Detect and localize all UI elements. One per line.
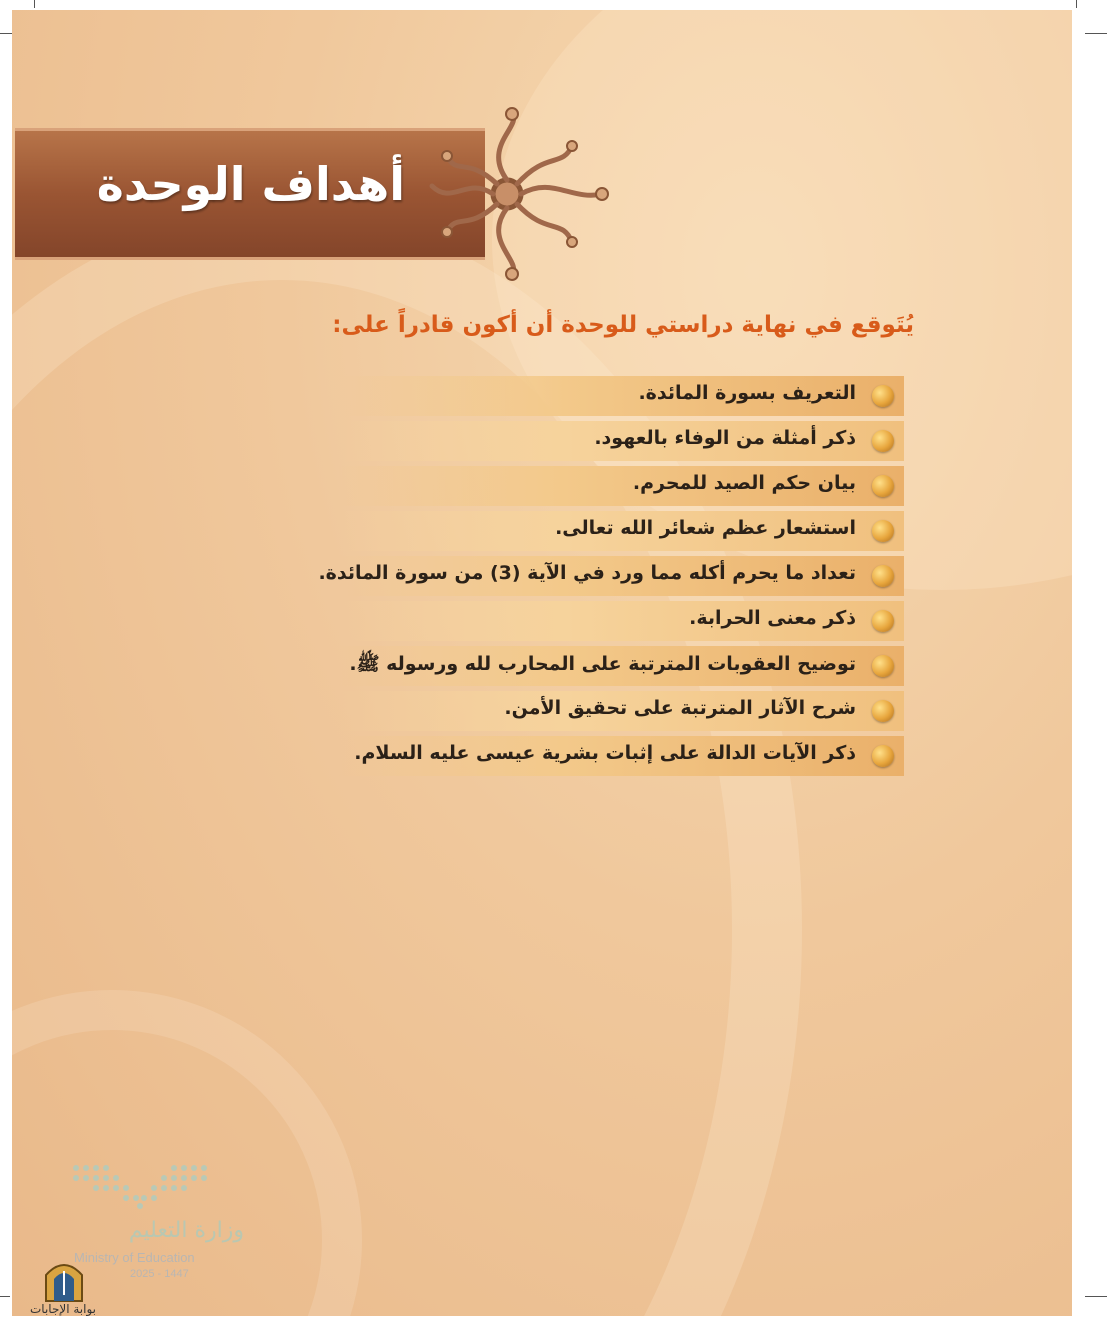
edition-year: 2025 - 1447 (130, 1268, 189, 1280)
crop-mark (34, 0, 35, 8)
goal-text: تعداد ما يحرم أكله مما ورد في الآية (3) من سورة المائدة. (318, 562, 856, 584)
dots-emblem-icon (70, 1160, 210, 1210)
bullet-icon (872, 385, 894, 407)
unit-title: أهداف الوحدة (96, 157, 405, 211)
ministry-name-en: Ministry of Education (74, 1250, 195, 1265)
goal-text: ذكر معنى الحرابة. (689, 607, 856, 629)
crop-mark (0, 1296, 10, 1297)
crop-mark (1076, 0, 1077, 8)
list-item (338, 421, 904, 461)
goals-list (318, 376, 904, 781)
list-item (338, 691, 904, 731)
bullet-icon (872, 700, 894, 722)
watermark-text: بوابة الإجابات (30, 1302, 97, 1316)
goal-text: استشعار عظم شعائر الله تعالى. (555, 517, 856, 539)
list-item (338, 646, 904, 686)
arabesque-ornament-icon (412, 106, 612, 281)
book-page (12, 10, 1072, 1316)
unit-intro: يُتَوقع في نهاية دراستي للوحدة أن أكون قادراً على: (332, 312, 914, 338)
bullet-icon (872, 520, 894, 542)
crop-mark (1085, 33, 1107, 34)
goal-text: بيان حكم الصيد للمحرم. (632, 472, 856, 494)
list-item (318, 556, 904, 596)
crop-mark (1085, 1296, 1107, 1297)
goal-text: شرح الآثار المترتبة على تحقيق الأمن. (504, 697, 856, 719)
bullet-icon (872, 655, 894, 677)
list-item (338, 601, 904, 641)
watermark-logo-icon (40, 1255, 88, 1303)
goal-text: ذكر الآيات الدالة على إثبات بشرية عيسى عليه السلام. (354, 742, 856, 764)
ministry-name-ar: وزارة التعليم (128, 1218, 244, 1243)
list-item (338, 466, 904, 506)
bullet-icon (872, 745, 894, 767)
ministry-logo (60, 1160, 260, 1280)
list-item (338, 736, 904, 776)
bullet-icon (872, 430, 894, 452)
bullet-icon (872, 475, 894, 497)
list-item (338, 511, 904, 551)
goal-text: ذكر أمثلة من الوفاء بالعهود. (594, 427, 856, 449)
goal-text: توضيح العقوبات المترتبة على المحارب لله ورسوله ﷺ. (349, 653, 856, 675)
list-item (338, 376, 904, 416)
goal-text: التعريف بسورة المائدة. (638, 382, 856, 404)
bullet-icon (872, 610, 894, 632)
bullet-icon (872, 565, 894, 587)
